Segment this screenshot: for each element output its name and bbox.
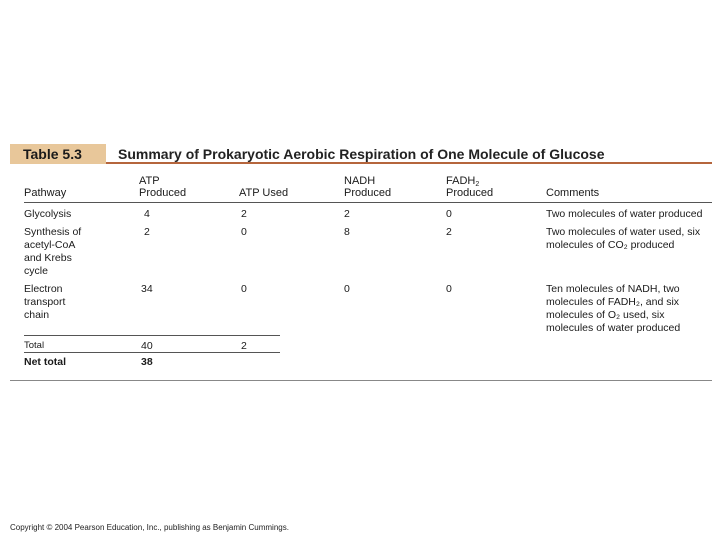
table-bottom-rule: [10, 380, 712, 381]
row-etc-comment-line4: molecules of water produced: [546, 322, 681, 334]
row-glycolysis-atp-produced: 4: [144, 208, 150, 220]
header-atp-used: ATP Used: [239, 187, 289, 199]
header-comments: Comments: [546, 187, 600, 199]
row-etc-fadh2: 0: [446, 283, 452, 295]
header-divider: [24, 202, 712, 203]
row-krebs-comment-line1: Two molecules of water used, six: [546, 226, 701, 238]
row-etc-comment-line1: Ten molecules of NADH, two: [546, 283, 680, 295]
header-nadh: NADH: [344, 175, 376, 187]
header-atp: ATP: [139, 175, 160, 187]
row-etc-atp-used: 0: [241, 283, 247, 295]
total-label: Total: [24, 340, 45, 351]
row-etc-pathway-line1: Electron: [24, 283, 63, 295]
row-etc-comment-line3: molecules of O₂ used, six: [546, 309, 665, 321]
row-krebs-pathway-line4: cycle: [24, 265, 48, 277]
row-krebs-nadh: 8: [344, 226, 350, 238]
row-glycolysis-nadh: 2: [344, 208, 350, 220]
row-krebs-comment-line2: molecules of CO₂ produced: [546, 239, 675, 251]
row-etc-nadh: 0: [344, 283, 350, 295]
total-divider: [24, 335, 280, 336]
row-glycolysis-fadh2: 0: [446, 208, 452, 220]
header-nadh-produced: Produced: [344, 187, 392, 199]
header-atp-produced: Produced: [139, 187, 187, 199]
row-krebs-pathway-line1: Synthesis of: [24, 226, 82, 238]
header-pathway: Pathway: [24, 187, 67, 199]
row-krebs-pathway-line3: and Krebs: [24, 252, 72, 264]
row-etc-comment-line2: molecules of FADH₂, and six: [546, 296, 680, 308]
table-title-bar: [10, 144, 712, 164]
row-glycolysis-pathway: Glycolysis: [24, 208, 72, 220]
total-atp-produced: 40: [141, 340, 153, 352]
header-fadh2: $FADH_2$: [446, 175, 480, 188]
row-etc-atp-produced: 34: [141, 283, 153, 295]
total-atp-used: 2: [241, 340, 247, 352]
net-total-label: Net total: [24, 356, 66, 368]
row-krebs-atp-used: 0: [241, 226, 247, 238]
net-total-divider: [24, 352, 280, 353]
row-etc-pathway-line2: transport: [24, 296, 66, 308]
table-title: Summary of Prokaryotic Aerobic Respiration of One Molecule of Glucose: [118, 146, 605, 162]
row-krebs-fadh2: 2: [446, 226, 452, 238]
row-etc-pathway-line3: chain: [24, 309, 50, 321]
row-krebs-atp-produced: 2: [144, 226, 150, 238]
table-number: Table 5.3: [10, 144, 106, 164]
copyright-footer: Copyright © 2004 Pearson Education, Inc., publishing as Benjamin Cummings.: [10, 523, 289, 532]
title-underline: [106, 162, 712, 164]
header-fadh2-produced: Produced: [446, 187, 494, 199]
row-glycolysis-comment: Two molecules of water produced: [546, 208, 703, 220]
net-total-value: 38: [141, 356, 153, 368]
row-krebs-pathway-line2: acetyl-CoA: [24, 239, 76, 251]
row-glycolysis-atp-used: 2: [241, 208, 247, 220]
